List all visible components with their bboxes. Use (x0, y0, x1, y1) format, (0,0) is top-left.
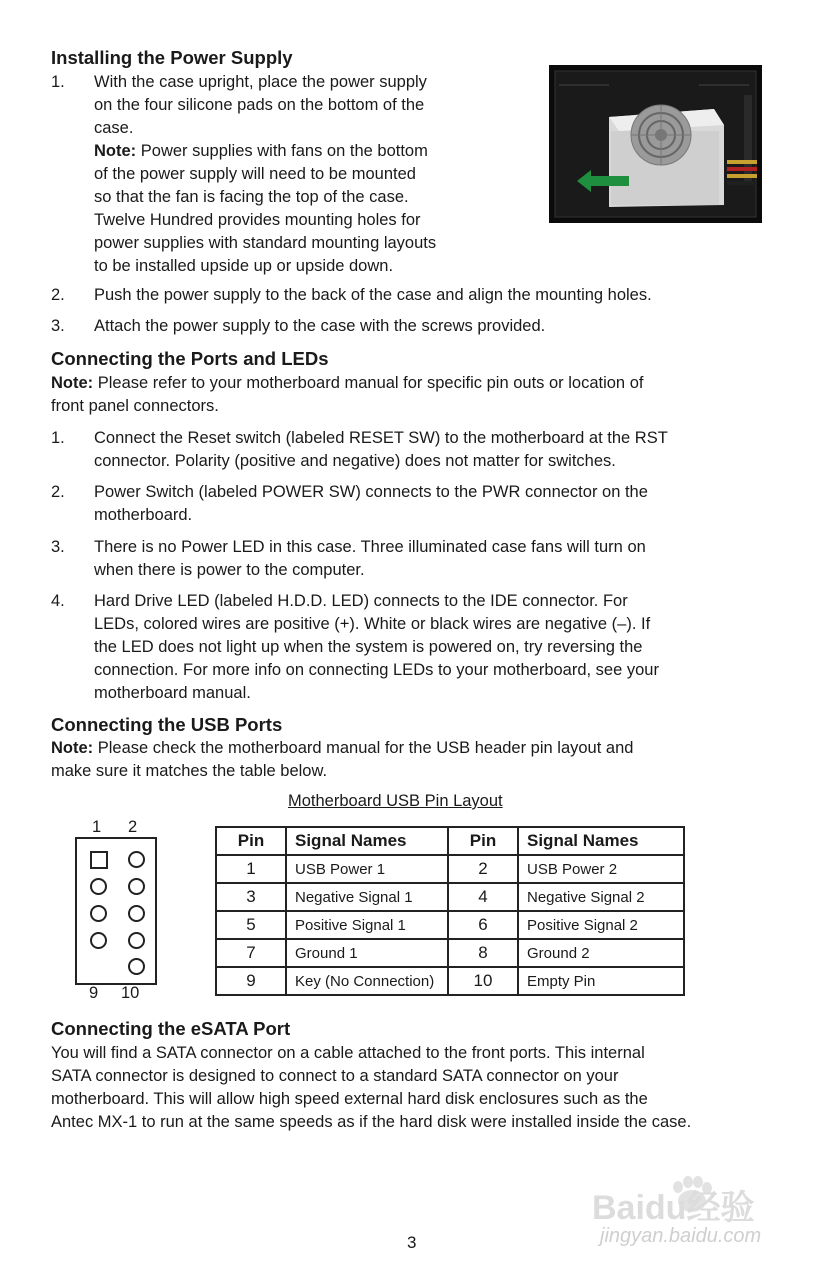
pin-label-10: 10 (121, 984, 140, 1002)
table-row: 7 Ground 1 8 Ground 2 (216, 939, 684, 967)
ps-step3-number: 3. (51, 317, 65, 335)
watermark-text: Baidu经验 (592, 1189, 755, 1225)
table-row: 1 USB Power 1 2 USB Power 2 (216, 855, 684, 883)
table-row: 3 Negative Signal 1 4 Negative Signal 2 (216, 883, 684, 911)
ps-step1-text: With the case upright, place the power supply on the four silicone pads on the bottom of the case. Note: Power supplies with fans on the bottom of the power supply will need to be mounted so that the fan is facing the top of the case. Twelve Hundred provides mounting holes for power supplies with standard mounting layouts to be installed upside up or upside down. (94, 73, 437, 275)
ps-step2-text: Push the power supply to the back of the case and align the mounting holes. (94, 286, 652, 304)
pin-circle-icon (90, 878, 107, 895)
leds-item2-text: Power Switch (labeled POWER SW) connects to the PWR connector on the motherboard. (94, 483, 648, 524)
pin-circle-icon (90, 932, 107, 949)
leds-item4-text: Hard Drive LED (labeled H.D.D. LED) connects to the IDE connector. For LEDs, colored wires are positive (+). White or black wires are negative (–). If the LED does not light up when the system is powered on, try reversing the connection. For more info on connecting LEDs to your motherboard, see your motherboard manual. (94, 592, 659, 702)
pin-circle-icon (128, 878, 145, 895)
leds-item1-number: 1. (51, 429, 65, 447)
usb-note: Note: Please check the motherboard manual for the USB header pin layout and make sure it matches the table below. (51, 739, 634, 780)
esata-heading: Connecting the eSATA Port (51, 1018, 291, 1039)
usb-pin-table (215, 826, 685, 996)
usb-header-diagram (75, 837, 157, 985)
ports-leds-heading: Connecting the Ports and LEDs (51, 348, 329, 369)
ps-note-label: Note: (94, 142, 137, 160)
ps-step2-number: 2. (51, 286, 65, 304)
usb-heading: Connecting the USB Ports (51, 714, 283, 735)
pin-1-square-icon (90, 851, 108, 869)
pin-circle-icon (128, 932, 145, 949)
pin-circle-icon (128, 851, 145, 868)
leds-item4-number: 4. (51, 592, 65, 610)
usb-table-caption: Motherboard USB Pin Layout (288, 792, 503, 810)
watermark-url: jingyan.baidu.com (600, 1225, 762, 1247)
leds-item3-text: There is no Power LED in this case. Three illuminated case fans will turn on when there is power to the computer. (94, 538, 646, 579)
table-header-row: Pin Signal Names Pin Signal Names (216, 827, 684, 855)
pin-label-1: 1 (92, 818, 102, 836)
pin-circle-icon (90, 905, 107, 922)
ports-leds-note: Note: Please refer to your motherboard manual for specific pin outs or location of front panel connectors. (51, 374, 644, 415)
ps-step3-text: Attach the power supply to the case with the screws provided. (94, 317, 546, 335)
leds-item2-number: 2. (51, 483, 65, 501)
ps-step1-number: 1. (51, 73, 65, 91)
pin-circle-icon (128, 905, 145, 922)
esata-text: You will find a SATA connector on a cable attached to the front ports. This internal SATA connector is designed to connect to a standard SATA connector on your motherboard. This will allow high speed external hard disk enclosures such as the Antec MX-1 to run at the same speeds as if the hard disk were installed inside the case. (51, 1044, 692, 1131)
leds-item1-text: Connect the Reset switch (labeled RESET SW) to the motherboard at the RST connector. Polarity (positive and negative) does not matter for switches. (94, 429, 668, 470)
page-number: 3 (407, 1233, 417, 1252)
power-supply-heading: Installing the Power Supply (51, 47, 293, 68)
table-row: 9 Key (No Connection) 10 Empty Pin (216, 967, 684, 995)
pin-label-2: 2 (128, 818, 138, 836)
power-supply-photo (549, 65, 762, 223)
leds-item3-number: 3. (51, 538, 65, 556)
table-row: 5 Positive Signal 1 6 Positive Signal 2 (216, 911, 684, 939)
pin-circle-icon (128, 958, 145, 975)
baidu-watermark-logo (590, 1175, 780, 1225)
pin-label-9: 9 (89, 984, 99, 1002)
